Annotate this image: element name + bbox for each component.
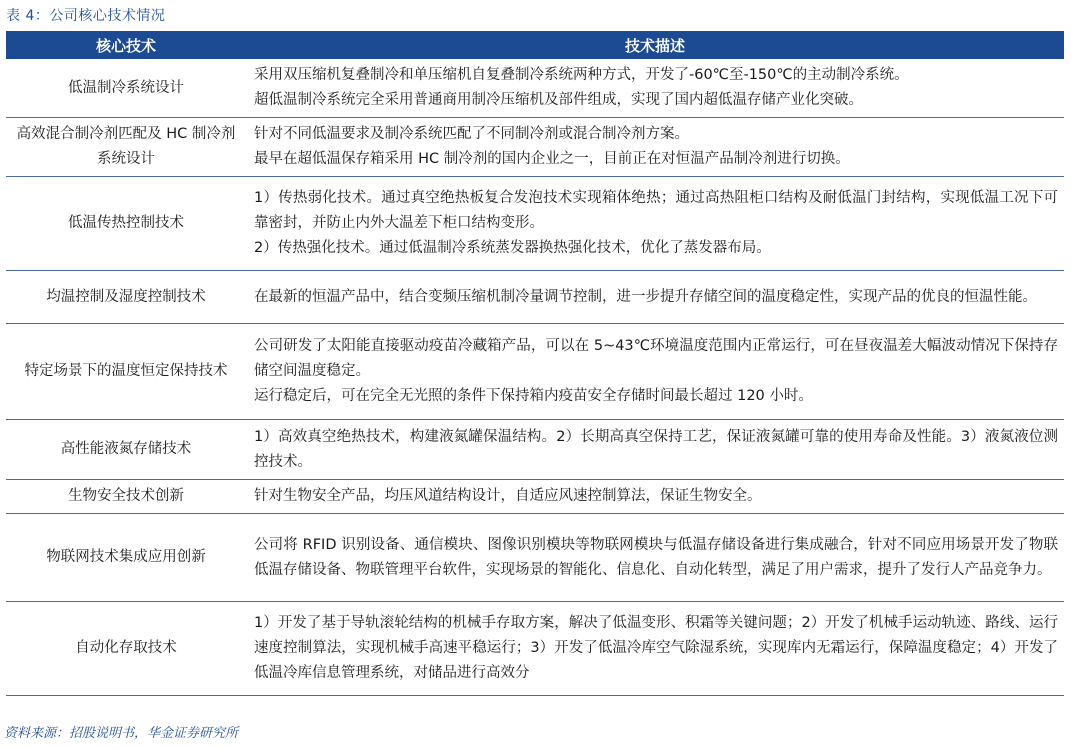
table-row [6,59,1064,118]
description-paragraph: 针对不同低温要求及制冷系统匹配了不同制冷剂或混合制冷剂方案。 [254,126,689,142]
core-technology-cell [6,602,246,696]
description-paragraph: 2）传热强化技术。通过低温制冷系统蒸发器换热强化技术，优化了蒸发器布局。 [254,240,771,256]
core-technology-name: 物联网技术集成应用创新 [46,549,206,565]
description-paragraph: 最早在超低温保存箱采用 HC 制冷剂的国内企业之一，目前正在对恒温产品制冷剂进行切换。 [254,151,850,167]
table-row [6,118,1064,177]
description-paragraph: 采用双压缩机复叠制冷和单压缩机自复叠制冷系统两种方式，开发了-60℃至-150℃的主动制冷系统。 [254,67,909,83]
technology-description-cell [246,118,1064,177]
description-paragraph: 在最新的恒温产品中，结合变频压缩机制冷量调节控制，进一步提升存储空间的温度稳定性，实现产品的优良的恒温性能。 [254,288,1037,305]
table-row [6,177,1064,271]
table-header-row [6,31,1064,59]
table-row [6,324,1064,420]
core-technology-cell [6,59,246,118]
table-row [6,480,1064,514]
technology-description-cell [246,59,1064,118]
core-technology-name: 自动化存取技术 [75,640,177,656]
technology-description-cell [246,480,1064,514]
technology-description-cell [246,177,1064,271]
technology-description-cell [246,514,1064,602]
table-row [6,514,1064,602]
core-technology-cell [6,118,246,177]
table-row [6,420,1064,480]
core-technology-name: 高效混合制冷剂匹配及 HC 制冷剂系统设计 [16,126,236,167]
source-note: 资料来源：招股说明书，华金证券研究所 [4,726,239,741]
description-paragraph: 公司将 RFID 识别设备、通信模块、图像识别模块等物联网模块与低温存储设备进行集成融合，针对不同应用场景开发了物联低温存储设备、物联管理平台软件，实现场景的智能化、信息化、自动化转型，满足了用户需求，提升了发行人产品竞争力。 [254,536,1058,578]
table-row [6,602,1064,696]
core-technology-cell [6,480,246,514]
header-technology-description: 技术描述 [246,31,1064,59]
description-paragraph: 超低温制冷系统完全采用普通商用制冷压缩机及部件组成，实现了国内超低温存储产业化突破。 [254,92,863,108]
core-technology-cell [6,271,246,324]
description-paragraph: 公司研发了太阳能直接驱动疫苗冷藏箱产品，可以在 5~43℃环境温度范围内正常运行，可在昼夜温差大幅波动情况下保持存储空间温度稳定。 [254,338,1058,379]
header-core-technology: 核心技术 [6,31,246,59]
description-paragraph: 1）传热弱化技术。通过真空绝热板复合发泡技术实现箱体绝热；通过高热阻柜口结构及耐低温门封结构，实现低温工况下可靠密封，并防止内外大温差下柜口结构变形。 [254,190,1058,231]
technology-description-cell [246,420,1064,480]
technology-description-cell [246,271,1064,324]
core-technology-name: 低温制冷系统设计 [68,79,184,96]
core-technology-name: 低温传热控制技术 [68,215,184,231]
core-technology-cell [6,514,246,602]
core-technology-cell [6,420,246,480]
description-paragraph: 运行稳定后，可在完全无光照的条件下保持箱内疫苗安全存储时间最长超过 120 小时。 [254,388,813,404]
technology-description-cell [246,324,1064,420]
core-technology-name: 高性能液氮存储技术 [60,441,192,457]
description-paragraph: 1）高效真空绝热技术，构建液氮罐保温结构。2）长期高真空保持工艺，保证液氮罐可靠的使用寿命及性能。3）液氮液位测控技术。 [254,428,1058,470]
description-paragraph: 1）开发了基于导轨滚轮结构的机械手存取方案，解决了低温变形、积霜等关键问题；2）开发了机械手运动轨迹、路线、运行速度控制算法，实现机械手高速平稳运行；3）开发了低温冷库空气除湿系统，实现库内无霜运行，保障温度稳定；4）开发了低温冷库信息管理系统，对储品进行高效分 [254,615,1058,681]
core-technology-table [6,31,1064,696]
core-technology-name: 特定场景下的温度恒定保持技术 [24,363,228,379]
core-technology-name: 生物安全技术创新 [68,488,184,504]
core-technology-cell [6,324,246,420]
core-technology-name: 均温控制及湿度控制技术 [46,288,206,305]
technology-description-cell [246,602,1064,696]
table-caption: 表 4：公司核心技术情况 [6,8,166,24]
description-paragraph: 针对生物安全产品，均压风道结构设计，自适应风速控制算法，保证生物安全。 [254,488,762,504]
core-technology-cell [6,177,246,271]
table-row [6,271,1064,324]
